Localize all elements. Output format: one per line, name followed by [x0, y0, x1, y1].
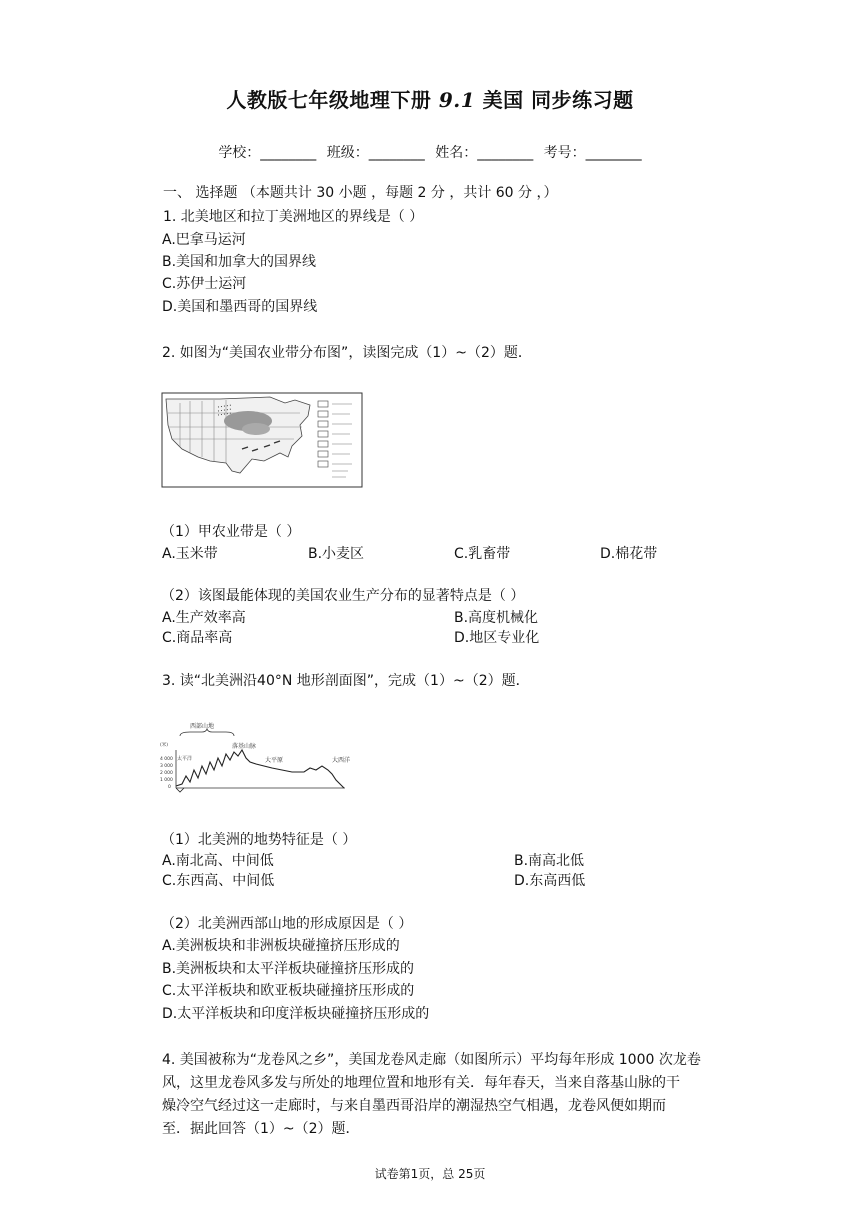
q2-sub2-option-b: B.高度机械化	[454, 610, 539, 626]
student-info-line	[0, 142, 860, 162]
q2-sub1-option-d: D.棉花带	[600, 546, 658, 562]
page-title	[0, 84, 860, 113]
label-unit: (米)	[160, 743, 169, 748]
north-america-40n-profile	[160, 718, 350, 798]
q3-sub2-option-c: C.太平洋板块和欧亚板块碰撞挤压形成的	[162, 983, 415, 999]
exam-number-field: 考号：________	[543, 145, 642, 161]
q3-sub1-stem: （1）北美洲的地势特征是（ ）	[161, 832, 357, 848]
label-rocky-mountains: 落基山脉	[232, 743, 257, 750]
title-prefix: 人教版七年级地理下册	[226, 88, 439, 112]
q3-sub1-option-d: D.东高西低	[514, 873, 586, 889]
q3-sub2-option-b: B.美洲板块和太平洋板块碰撞挤压形成的	[162, 961, 415, 977]
q1-option-b: B.美国和加拿大的国界线	[162, 254, 317, 270]
ytick-4000: 4 000	[160, 757, 173, 762]
ytick-1000: 1 000	[160, 778, 173, 783]
q1-stem: 1. 北美地区和拉丁美洲地区的界线是（ ）	[163, 209, 424, 225]
q4-line-1: 4. 美国被称为“龙卷风之乡”，美国龙卷风走廊（如图所示）平均每年形成 1000 次龙卷	[162, 1052, 701, 1068]
q1-option-d: D.美国和墨西哥的国界线	[162, 299, 318, 315]
q4-line-3: 燥冷空气经过这一走廊时，与来自墨西哥沿岸的潮湿热空气相遇，龙卷风便如期而	[162, 1098, 666, 1114]
label-western-mountains: 西部山地	[190, 723, 215, 730]
q3-stem: 3. 读“北美洲沿40°N 地形剖面图”，完成（1）~（2）题．	[162, 673, 530, 689]
q3-sub2-option-d: D.太平洋板块和印度洋板块碰撞挤压形成的	[162, 1006, 430, 1022]
class-field: 班级：________	[326, 145, 425, 161]
page-footer: 试卷第1页，总 25页	[374, 1167, 486, 1181]
q4-line-2: 风，这里龙卷风多发与所处的地理位置和地形有关．每年春天，当来自落基山脉的干	[162, 1075, 680, 1091]
q2-sub2-stem: （2）该图最能体现的美国农业生产分布的显著特点是（ ）	[161, 588, 525, 604]
q2-sub2-option-a: A.生产效率高	[162, 610, 246, 626]
school-field: 学校：________	[218, 145, 317, 161]
ytick-2000: 2 000	[160, 771, 173, 776]
label-great-plains: 大平原	[265, 757, 284, 764]
q2-sub1-option-c: C.乳畜带	[454, 546, 511, 562]
q2-sub1-option-a: A.玉米带	[162, 546, 218, 562]
us-agriculture-belt-map	[160, 391, 365, 489]
q2-sub2-option-c: C.商品率高	[162, 630, 233, 646]
q2-sub2-option-d: D.地区专业化	[454, 630, 540, 646]
name-field: 姓名：________	[435, 145, 534, 161]
title-suffix: 美国 同步练习题	[475, 88, 634, 112]
q3-sub1-option-c: C.东西高、中间低	[162, 873, 275, 889]
q3-sub2-stem: （2）北美洲西部山地的形成原因是（ ）	[161, 916, 413, 932]
q2-stem: 2. 如图为“美国农业带分布图”，读图完成（1）~（2）题．	[162, 345, 532, 361]
ytick-0: 0	[168, 785, 171, 790]
ytick-3000: 3 000	[160, 764, 173, 769]
label-pacific: 太平洋	[177, 756, 193, 762]
q3-sub1-option-a: A.南北高、中间低	[162, 853, 274, 869]
q2-sub1-stem: （1）甲农业带是（ ）	[161, 524, 301, 540]
q1-option-a: A.巴拿马运河	[162, 232, 246, 248]
q3-sub1-option-b: B.南高北低	[514, 853, 585, 869]
title-section-number: 9.1	[438, 88, 476, 112]
q4-line-4: 至．据此回答（1）~（2）题．	[162, 1121, 360, 1137]
q3-sub2-option-a: A.美洲板块和非洲板块碰撞挤压形成的	[162, 938, 400, 954]
label-atlantic: 大西洋	[332, 757, 350, 764]
section-header: 一、 选择题 （本题共计 30 小题 ，每题 2 分 ，共计 60 分 ，）	[163, 185, 558, 201]
q2-sub1-option-b: B.小麦区	[308, 546, 365, 562]
q1-option-c: C.苏伊士运河	[162, 276, 247, 292]
